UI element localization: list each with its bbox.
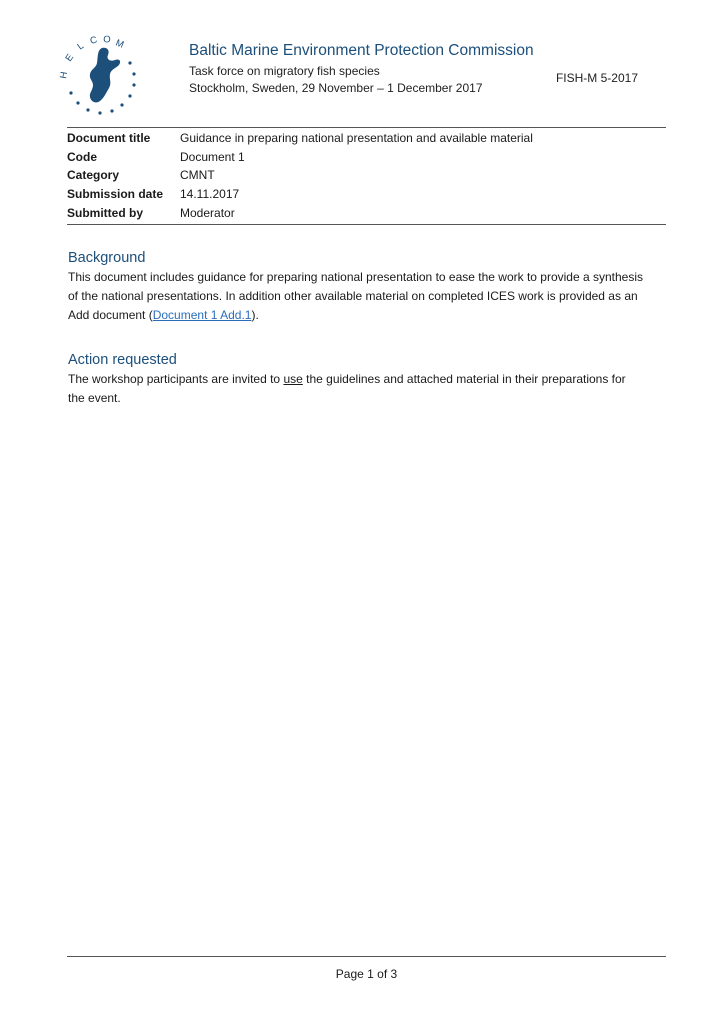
logo-letter-o: O	[102, 34, 112, 46]
action-requested-heading: Action requested	[68, 352, 177, 368]
action-underlined-word: use	[283, 372, 303, 386]
background-line-3-post: ).	[251, 308, 259, 322]
meeting-title: Task force on migratory fish species	[189, 64, 380, 78]
logo-letter-m: M	[113, 37, 126, 51]
logo-letter-h: H	[58, 70, 71, 80]
action-line-1-post: the guidelines and attached material in their preparations for	[302, 372, 626, 386]
document-add-link[interactable]: Document 1 Add.1	[152, 308, 252, 322]
document-code: FISH-M 5-2017	[555, 71, 638, 85]
meeting-location-date: Stockholm, Sweden, 29 November – 1 December 2017	[189, 81, 483, 95]
meta-value: Moderator	[180, 205, 235, 220]
page-number: Page 1 of 3	[335, 967, 398, 981]
background-heading: Background	[68, 250, 146, 266]
action-line-2: the event.	[68, 391, 121, 405]
action-paragraph	[68, 370, 668, 408]
helcom-logo	[60, 36, 142, 118]
logo-letter-c: C	[88, 34, 99, 47]
meta-label: Code	[67, 149, 97, 164]
action-line-1	[68, 370, 668, 389]
meta-label: Submitted by	[67, 205, 144, 220]
baltic-sea-map-icon	[90, 48, 120, 103]
action-line-1-pre: The workshop participants are invited to	[68, 372, 284, 386]
meta-row-code	[67, 148, 666, 167]
background-line-2: of the national presentations. In addition other available material on completed ICES work is provided as an	[68, 289, 638, 303]
meta-label: Submission date	[67, 187, 164, 202]
meta-row-submission-date	[67, 185, 666, 204]
meta-row-submitted-by	[67, 203, 666, 222]
background-line-3	[68, 306, 668, 325]
footer-divider	[67, 956, 666, 957]
background-paragraph	[68, 268, 668, 325]
meta-value: Document 1	[180, 149, 245, 164]
logo-letter-e: E	[63, 52, 77, 64]
meta-label: Category	[67, 168, 120, 183]
background-line-1: This document includes guidance for preparing national presentation to ease the work to provide a synthesis	[68, 270, 644, 284]
meta-value: Guidance in preparing national presentation and available material	[180, 131, 533, 146]
meta-label: Document title	[67, 131, 151, 146]
meta-row-category	[67, 166, 666, 185]
background-line-3-pre: Add document (	[68, 308, 153, 322]
org-title: Baltic Marine Environment Protection Commission	[189, 42, 534, 59]
meta-row-title	[67, 129, 666, 148]
logo-letter-l: L	[75, 40, 87, 53]
meta-value: CMNT	[180, 168, 215, 183]
document-metadata-table	[67, 127, 666, 225]
meta-value: 14.11.2017	[180, 187, 240, 202]
